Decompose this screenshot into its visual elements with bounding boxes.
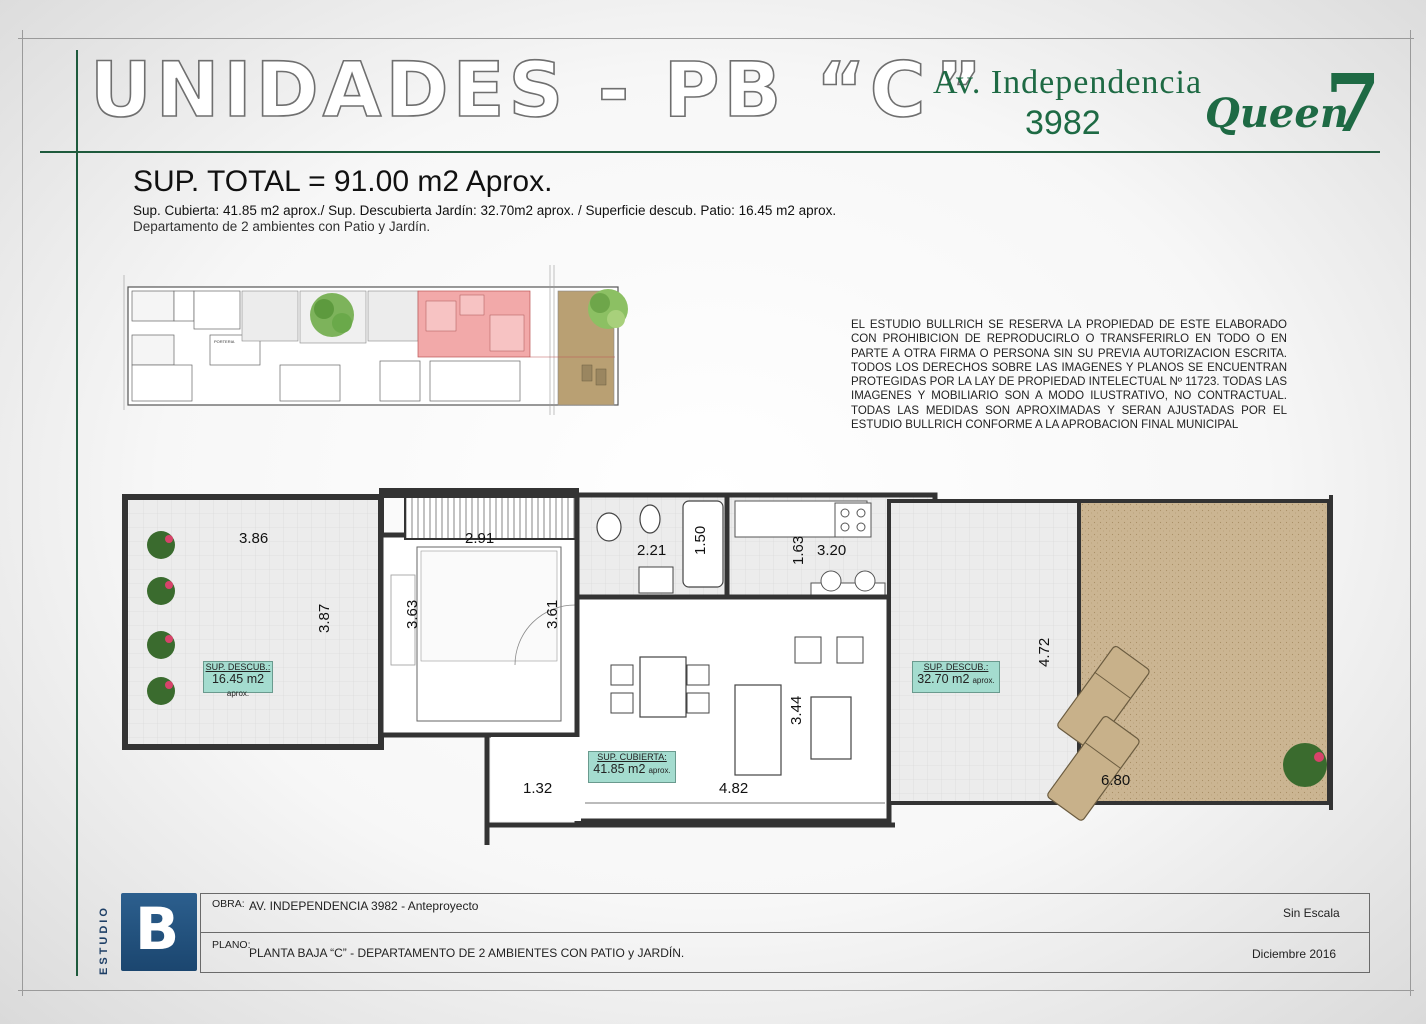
covered-tag-heading: SUP. CUBIERTA:	[597, 752, 667, 762]
covered-area-tag	[588, 751, 676, 783]
dim-bath-depth: 1.50	[692, 525, 709, 555]
legal-notice: EL ESTUDIO BULLRICH SE RESERVA LA PROPIEDAD DE ESTE ELABORADO CON PROHIBICION DE REPRODUCIRLO O TRANSFERIRLO EN TODO O EN PARTE A OTRA FIRMA O PERSONA SIN SU PREVIA AUTORIZACION ESCRITA. TODOS LOS DERECHOS SOBRE LAS IMAGENES Y PLANOS SE ENCUENTRAN PROTEGIDAS POR LA LAY DE PROPIEDAD INTELECTUAL Nº 11723. TODAS LAS IMAGENES Y MOBILIARIO SON A MODO ILUSTRATIVO, NO CONTRACTUAL. TODAS LAS MEDIDAS SON APROXIMADAS Y SERAN AJUSTADAS POR EL ESTUDIO BULLRICH CONFORME A LA APROBACION FINAL MUNICIPAL	[851, 319, 1287, 432]
dim-bath-width: 2.21	[637, 542, 667, 559]
address-number: 3982	[1025, 104, 1101, 142]
key-plan-thumbnail	[110, 265, 640, 415]
dim-patio-depth: 3.87	[316, 603, 333, 633]
studio-letter: B	[135, 895, 180, 963]
garden-tag-unit: aprox.	[972, 676, 995, 686]
total-area: SUP. TOTAL = 91.00 m2 Aprox.	[133, 165, 553, 198]
frame-horizontal-line	[40, 151, 1380, 153]
dim-bedroom-depth: 3.63	[404, 599, 421, 629]
obra-label: OBRA:	[212, 898, 245, 910]
covered-tag-value: 41.85 m2	[593, 762, 646, 777]
floor-plan	[115, 485, 1345, 850]
dim-hall-width: 1.32	[523, 780, 553, 797]
date-note: Diciembre 2016	[1252, 947, 1337, 961]
logo-number: 7	[1325, 56, 1381, 150]
covered-tag-unit: aprox.	[648, 766, 671, 776]
thumb-porteria-label: PORTERIA	[214, 339, 235, 344]
outer-border-bottom	[18, 990, 1414, 991]
plano-label: PLANO:	[212, 939, 251, 951]
scale-note: Sin Escala	[1283, 906, 1340, 920]
area-breakdown: Sup. Cubierta: 41.85 m2 aprox./ Sup. Descubierta Jardín: 32.70m2 aprox. / Superficie descub. Patio: 16.45 m2 aprox.	[133, 203, 837, 218]
title-block-divider	[200, 932, 1370, 933]
dim-kitchen-depth: 1.63	[790, 535, 807, 565]
patio-tag-unit: aprox.	[226, 688, 250, 698]
dim-living-depth: 3.44	[788, 695, 805, 725]
dim-kitchen-width: 3.20	[817, 542, 847, 559]
outer-border-right	[1410, 30, 1411, 996]
unit-description: Departamento de 2 ambientes con Patio y Jardín.	[133, 219, 431, 234]
dim-patio-width: 3.86	[239, 530, 269, 547]
patio-tag-value: 16.45 m2	[211, 672, 265, 687]
dim-living-width: 4.82	[719, 780, 749, 797]
outer-border-left	[22, 30, 23, 996]
dim-bedroom-depth-2: 3.61	[544, 599, 561, 629]
garden-area-tag	[912, 661, 1000, 693]
studio-word: ESTUDIO	[98, 905, 110, 975]
page-title: UNIDADES - PB “C”	[90, 45, 987, 134]
garden-tag-value: 32.70 m2	[917, 672, 970, 687]
outer-border-top	[18, 38, 1414, 39]
logo-word: Queen	[1205, 90, 1349, 137]
studio-logo	[121, 893, 197, 971]
dim-garden-depth: 4.72	[1036, 637, 1053, 667]
dim-garden-width: 6.80	[1101, 772, 1131, 789]
dim-bedroom-width: 2.91	[465, 530, 495, 547]
plano-value: PLANTA BAJA “C” - DEPARTAMENTO DE 2 AMBIENTES CON PATIO y JARDÍN.	[249, 946, 685, 960]
obra-value: AV. INDEPENDENCIA 3982 - Anteproyecto	[249, 899, 479, 913]
garden-tag-heading: SUP. DESCUB.:	[923, 662, 989, 672]
queen7-logo	[1205, 56, 1381, 152]
patio-area-tag	[203, 661, 273, 698]
frame-vertical-line	[76, 50, 78, 976]
patio-tag-heading: SUP. DESCUB.:	[205, 662, 271, 672]
address-street: Av. Independencia	[933, 64, 1203, 101]
